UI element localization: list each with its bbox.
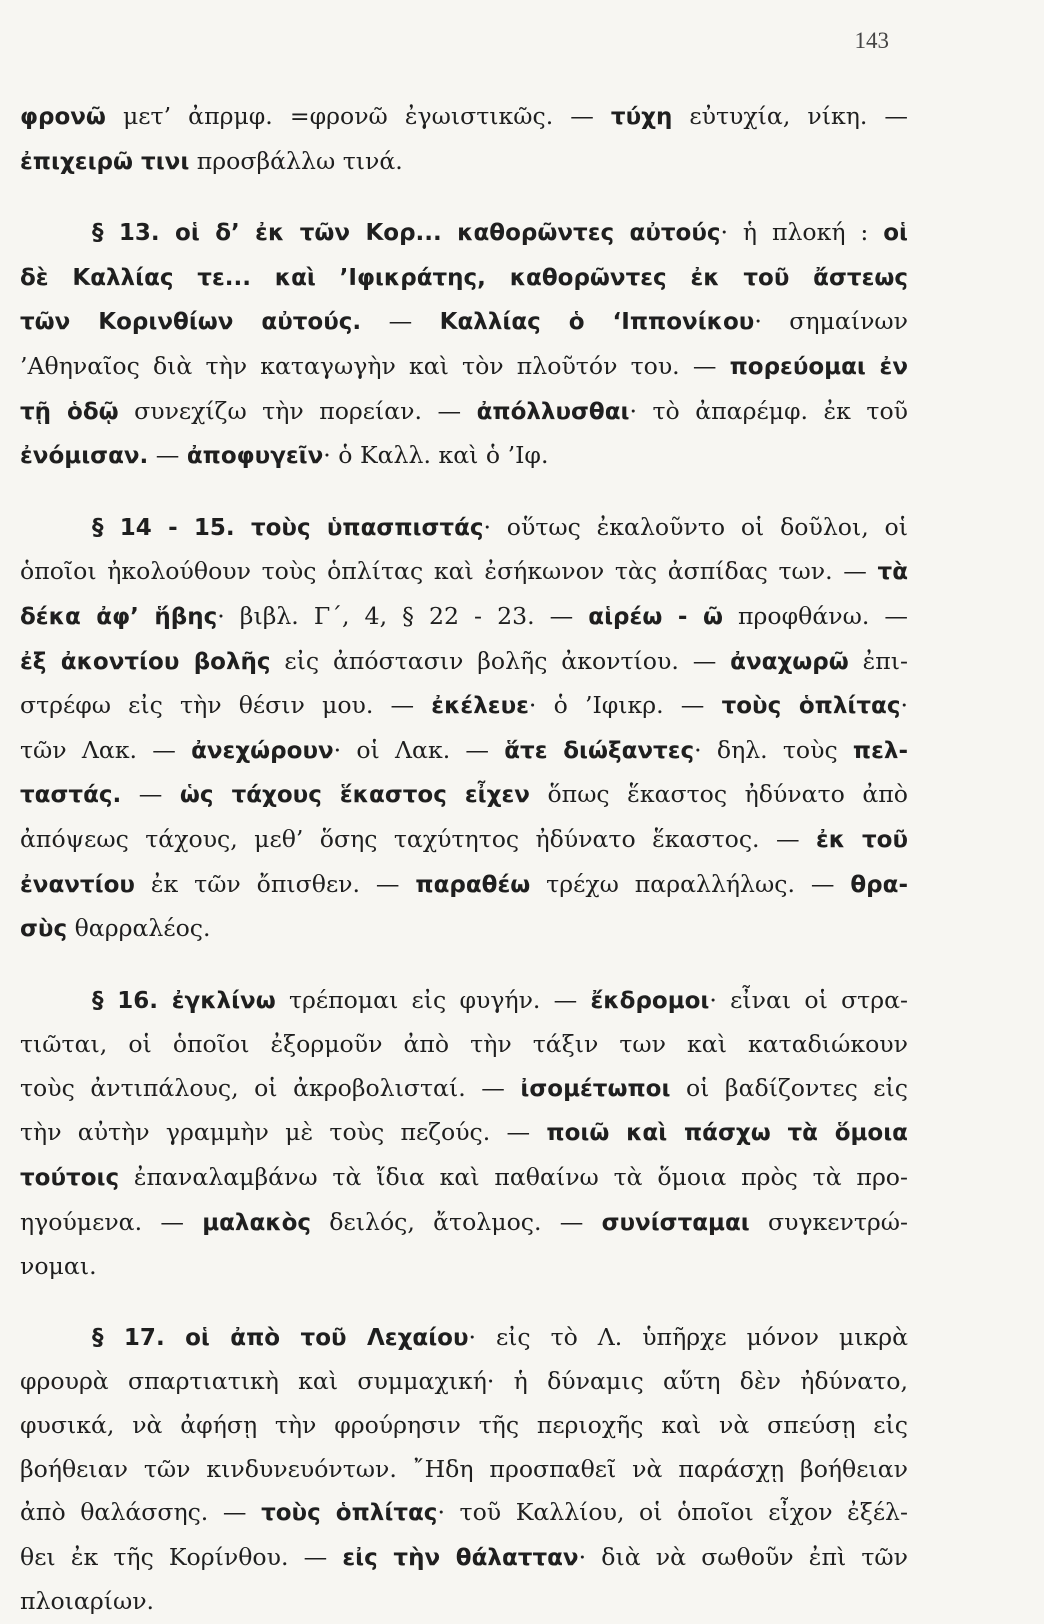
keyword-text: παραθέω: [415, 871, 531, 898]
text-line: [20, 506, 908, 551]
gloss-text: νομαι.: [20, 1252, 97, 1281]
keyword-text: θρα-: [850, 871, 908, 898]
text-line: [20, 1156, 908, 1201]
gloss-text: ὅπως ἕκαστος ἠδύνατο ἀπὸ: [529, 780, 908, 809]
keyword-text: ἐξ ἀκοντίου βολῆς: [20, 648, 271, 675]
keyword-text: τύχη: [610, 104, 673, 130]
keyword-text: § 13. οἱ δ’ ἐκ τῶν Κορ... καθορῶντες αὐτούς: [92, 220, 721, 247]
text-line: [20, 300, 908, 345]
text-line: [20, 140, 908, 185]
keyword-text: τῇ ὁδῷ: [20, 398, 119, 425]
gloss-text: τρέχω παραλλήλως. —: [530, 869, 851, 898]
keyword-text: μαλακὸς: [202, 1209, 312, 1236]
gloss-text: · τὸ ἀπαρέμφ. ἐκ τοῦ: [629, 396, 908, 425]
text-line: [20, 1111, 908, 1156]
keyword-text: ἅτε διώξαντες: [504, 737, 695, 764]
gloss-text: προφθάνω. —: [722, 601, 909, 630]
gloss-text: · βιβλ. Γ΄, 4, § 22 - 23. —: [217, 601, 589, 630]
text-line: [20, 1023, 908, 1067]
gloss-text: φυσικά, νὰ ἀφήσῃ τὴν φρούρησιν τῆς περιοχῆς καὶ νὰ σπεύσῃ εἰς: [20, 1411, 908, 1440]
gloss-text: βοήθειαν τῶν κινδυνευόντων. ῎Ηδη προσπαθεῖ νὰ παράσχῃ βοήθειαν: [20, 1454, 908, 1483]
gloss-text: εὐτυχία, νίκη. —: [672, 102, 908, 130]
gloss-text: προσβάλλω τινά.: [189, 146, 403, 175]
text-line: [20, 1201, 908, 1246]
gloss-text: θει ἐκ τῆς Κορίνθου. —: [20, 1542, 343, 1571]
gloss-text: συνεχίζω τὴν πορείαν. —: [118, 396, 477, 425]
gloss-text: ·: [900, 691, 908, 720]
text-line: [20, 1360, 908, 1404]
text-line: [20, 550, 908, 595]
gloss-text: ἐπι-: [848, 646, 908, 675]
keyword-text: συνίσταμαι: [601, 1209, 750, 1236]
keyword-text: ἔκδρομοι: [590, 987, 710, 1014]
text-line: [20, 640, 908, 685]
keyword-text: ἀναχωρῶ: [730, 648, 849, 675]
keyword-text: πελ-: [852, 737, 909, 764]
text-line: [20, 979, 908, 1024]
text-line: [20, 1448, 908, 1492]
text-line: [20, 256, 908, 301]
gloss-text: · ὁ ’Ιφικρ. —: [528, 691, 722, 720]
text-line: [20, 1067, 908, 1112]
keyword-text: ἐνόμισαν.: [20, 443, 149, 470]
text-line: [20, 907, 908, 952]
keyword-text: δέκα ἀφ’ ἥβης: [20, 603, 218, 630]
gloss-text: οἱ βαδίζοντες εἰς: [670, 1073, 908, 1102]
gloss-text: τοὺς ἀντιπάλους, οἱ ἀκροβολισταί. —: [20, 1073, 521, 1102]
gloss-text: ηγούμενα. —: [20, 1207, 203, 1236]
keyword-text: τῶν Κορινθίων αὐτούς.: [20, 309, 362, 336]
gloss-text: μετ’ ἀπρμφ. =φρονῶ ἐγωιστικῶς. —: [105, 102, 611, 130]
gloss-text: ἐπαναλαμβάνω τὰ ἴδια καὶ παθαίνω τὰ ὅμοια πρὸς τὰ προ-: [119, 1163, 908, 1192]
gloss-text: · διὰ νὰ σωθοῦν ἐπὶ τῶν: [578, 1542, 908, 1571]
text-line: [20, 773, 908, 818]
gloss-text: τῶν Λακ. —: [20, 735, 192, 764]
gloss-text: —: [148, 441, 187, 470]
keyword-text: εἰς τὴν θάλατταν: [342, 1544, 579, 1571]
gloss-text: εἰς ἀπόστασιν βολῆς ἀκοντίου. —: [270, 646, 731, 675]
gloss-text: φρουρὰ σπαρτιατικὴ καὶ συμμαχική· ἡ δύναμις αὕτη δὲν ἠδύνατο,: [20, 1367, 908, 1396]
text-line: [20, 345, 908, 390]
text-line: [20, 684, 908, 729]
gloss-text: —: [361, 307, 440, 336]
text-line: [20, 1491, 908, 1536]
gloss-text: —: [121, 780, 180, 809]
keyword-text: τούτοις: [20, 1165, 120, 1192]
gloss-text: ἀπόψεως τάχους, μεθ’ ὅσης ταχύτητος ἠδύνατο ἕκαστος. —: [20, 824, 816, 853]
text-line: [20, 595, 908, 640]
gloss-text: · εἶναι οἱ στρα-: [709, 985, 908, 1014]
commentary-text: [20, 95, 908, 1624]
keyword-text: τοὺς ὁπλίτας: [261, 1500, 438, 1527]
text-line: [20, 1580, 908, 1624]
text-line: [20, 1316, 908, 1361]
keyword-text: οἱ: [883, 220, 908, 247]
keyword-text: τοὺς ὁπλίτας: [721, 693, 901, 720]
keyword-text: ἐκ τοῦ: [815, 826, 908, 853]
text-line: [20, 729, 908, 774]
gloss-text: · οἱ Λακ. —: [333, 735, 505, 764]
gloss-text: · οὕτως ἐκαλοῦντο οἱ δοῦλοι, οἱ: [483, 512, 908, 541]
text-line: [20, 390, 908, 435]
gloss-text: · εἰς τὸ Λ. ὑπῆρχε μόνον μικρὰ: [468, 1322, 909, 1351]
gloss-text: ἀπὸ θαλάσσης. —: [20, 1498, 262, 1527]
text-line: [20, 1536, 908, 1581]
keyword-text: § 14 - 15. τοὺς ὑπασπιστάς: [92, 514, 484, 541]
keyword-text: ἀποφυγεῖν: [186, 443, 324, 470]
keyword-text: ἀνεχώρουν: [191, 737, 334, 764]
text-line: [20, 95, 908, 140]
keyword-text: § 17. οἱ ἀπὸ τοῦ Λεχαίου: [92, 1324, 469, 1351]
keyword-text: φρονῶ: [20, 104, 106, 130]
gloss-text: · σημαίνων: [754, 307, 908, 336]
gloss-text: ἐκ τῶν ὄπισθεν. —: [134, 869, 416, 898]
gloss-text: συγκεντρώ-: [749, 1207, 908, 1236]
keyword-text: ὡς τάχους ἕκαστος εἶχεν: [179, 782, 530, 809]
keyword-text: ἀπόλλυσθαι: [476, 398, 630, 425]
gloss-text: · τοῦ Καλλίου, οἱ ὁποῖοι εἶχον ἐξέλ-: [437, 1498, 908, 1527]
keyword-text: § 16. ἐγκλίνω: [92, 987, 276, 1014]
keyword-text: ἰσομέτωποι: [520, 1075, 671, 1102]
text-line: [20, 1245, 908, 1289]
gloss-text: στρέφω εἰς τὴν θέσιν μου. —: [20, 691, 432, 720]
keyword-text: πορεύομαι ἐν: [729, 353, 908, 380]
keyword-text: ἐναντίου: [20, 871, 135, 898]
keyword-text: τὰ: [877, 559, 908, 586]
gloss-text: · ὁ Καλλ. καὶ ὁ ’Ιφ.: [323, 441, 549, 470]
gloss-text: τὴν αὐτὴν γραμμὴν μὲ τοὺς πεζούς. —: [20, 1118, 547, 1147]
page-number: 143: [854, 28, 889, 53]
keyword-text: ἐπιχειρῶ τινι: [20, 148, 190, 175]
gloss-text: δειλός, ἄτολμος. —: [311, 1207, 602, 1236]
gloss-text: · ἡ πλοκή :: [720, 218, 884, 247]
keyword-text: αἱρέω - ῶ: [588, 603, 723, 630]
gloss-text: θαρραλέος.: [67, 914, 211, 943]
keyword-text: ἐκέλευε: [431, 693, 529, 720]
keyword-text: ποιῶ καὶ πάσχω τὰ ὅμοια: [546, 1120, 908, 1147]
keyword-text: Καλλίας ὁ ‘Ιππονίκου: [439, 309, 755, 336]
gloss-text: τιῶται, οἱ ὁποῖοι ἐξορμοῦν ἀπὸ τὴν τάξιν των καὶ καταδιώκουν: [20, 1030, 908, 1059]
gloss-text: · δηλ. τοὺς: [694, 735, 853, 764]
keyword-text: σὺς: [20, 916, 68, 943]
text-line: [20, 211, 908, 256]
text-line: [20, 434, 908, 479]
keyword-text: ταστάς.: [20, 782, 122, 809]
text-line: [20, 1404, 908, 1448]
text-line: [20, 863, 908, 908]
text-line: [20, 818, 908, 863]
keyword-text: δὲ Καλλίας τε... καὶ ’Ιφικράτης, καθορῶντες ἐκ τοῦ ἄστεως: [20, 264, 908, 291]
gloss-text: ’Αθηναῖος διὰ τὴν καταγωγὴν καὶ τὸν πλοῦτόν του. —: [20, 351, 730, 380]
gloss-text: πλοιαρίων.: [20, 1587, 155, 1616]
gloss-text: τρέπομαι εἰς φυγήν. —: [275, 985, 591, 1014]
gloss-text: ὁποῖοι ἠκολούθουν τοὺς ὁπλίτας καὶ ἐσήκωνον τὰς ἀσπίδας των. —: [20, 557, 878, 586]
